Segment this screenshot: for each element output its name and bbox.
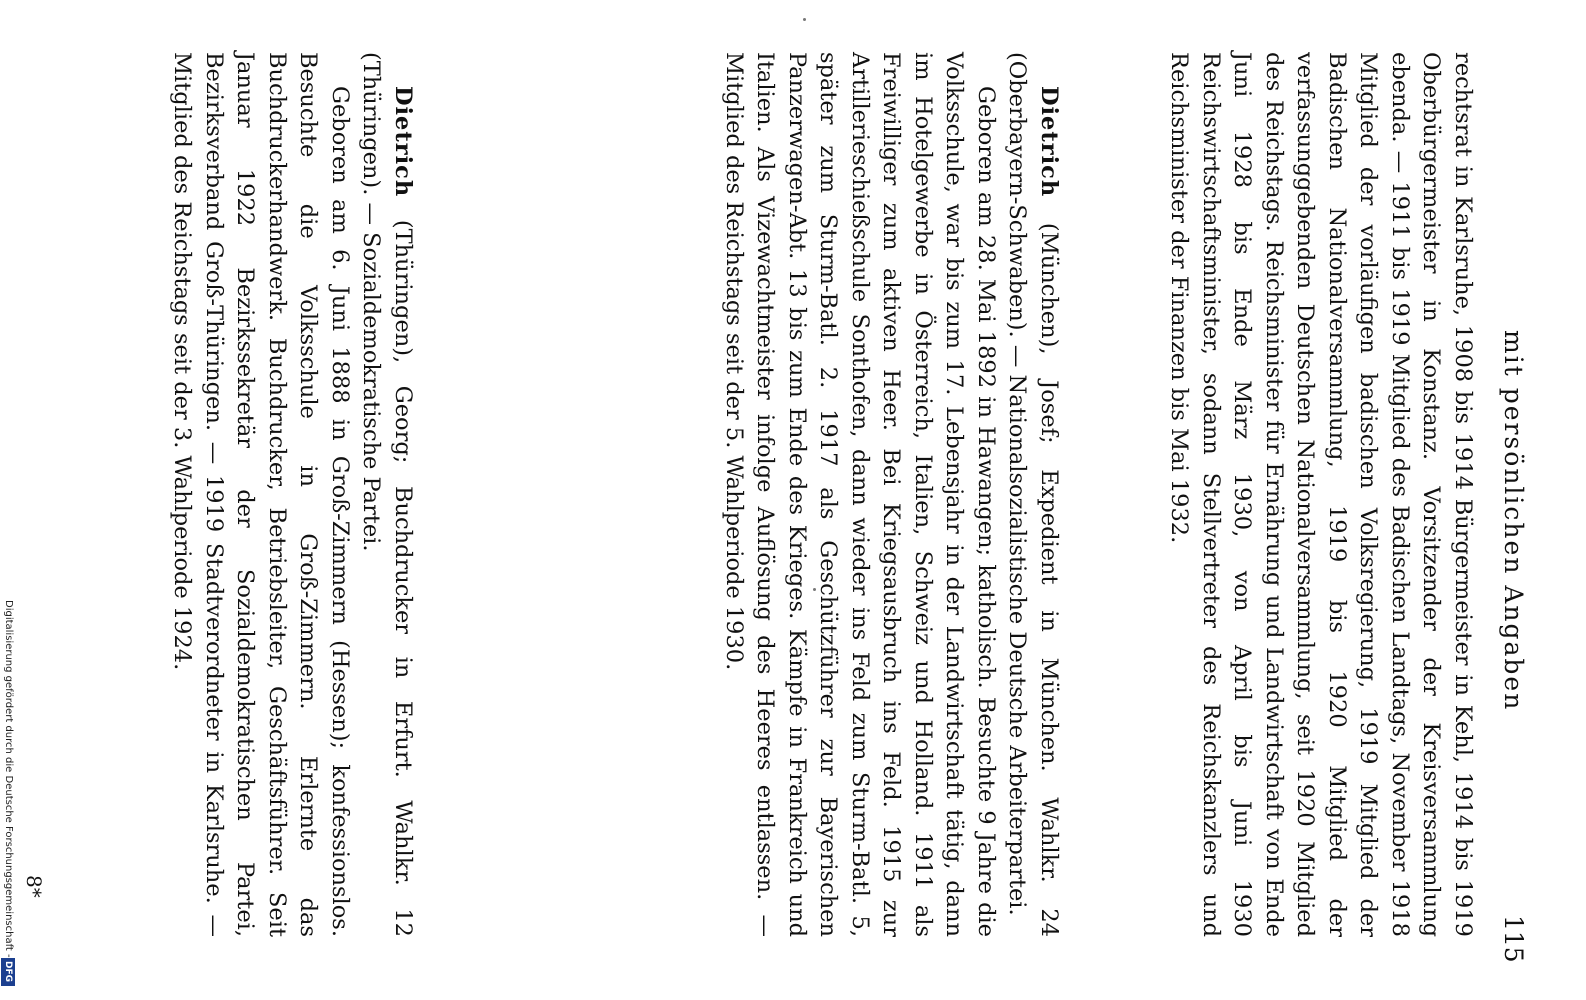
entry-heading-details: (Thüringen), Georg; Buchdrucker in Erfurt. Wahlkr. 12 (Thüringen). — Sozialdemokratische Partei. <box>358 52 416 937</box>
entry-heading <box>1001 52 1064 937</box>
entry-body: Geboren am 6. Juni 1888 in Groß-Zimmern (Hessen); konfessionslos. Besuchte die Volksschule in Groß-Zimmern. Erlernte das Buchdruckerhandwerk. Buchdrucker, Betriebsleiter, Geschäftsführer. Seit Januar 1922 Bezirkssekretär der Sozialdemokratischen Partei, Bezirksverband Groß-Thüringen. — 1919 Stadtverordneter in Karlsruhe. — Mitglied des Reichstags seit der 3. Wahlperiode 1924. <box>169 52 353 937</box>
dfg-logo-label: DFG <box>3 961 13 983</box>
entry-name: Dietrich <box>390 86 416 198</box>
entry-body: Geboren am 28. Mai 1892 in Hawangen; katholisch. Besuchte 9 Jahre die Volksschule, war bis zum 17. Lebensjahr in der Landwirtschaft tätig, dann im Hotelgewerbe in Österreich, Italien, Schweiz und Holland. 1911 als Freiwilliger zum aktiven Heer. Bei Kriegsausbruch ins Feld. 1915 zur Artillerieschießschule Sonthofen, dann wieder ins Feld zum Sturm-Batl. 5, später zum Sturm-Batl. 2. 1917 als Geschützführer zur Bayerischen Panzerwagen-Abt. 13 bis zum Ende des Krieges. Kämpfe in Frankreich und Italien. Als Vizewachtmeister infolge Auflösung des Heeres entlassen. — Mitglied des Reichstags seit der 5. Wahlperiode 1930. <box>721 52 999 937</box>
signature-mark: 8* <box>22 875 46 898</box>
scan-speck <box>803 18 806 21</box>
scan-speck <box>813 588 816 591</box>
credit-text: Digitalisierung gefördert durch die Deutsche Forschungsgemeinschaft - <box>3 600 14 958</box>
continuation-paragraph <box>1163 52 1478 937</box>
page-number: 115 <box>1499 915 1528 963</box>
running-title: mit persönlichen Angaben <box>1499 330 1528 712</box>
entry-georg-dietrich <box>166 52 418 937</box>
entry-heading <box>355 52 418 937</box>
entry-josef-dietrich <box>718 52 1065 937</box>
entry-name: Dietrich <box>1036 86 1062 198</box>
continuation-text: rechtsrat in Karlsruhe, 1908 bis 1914 Bürgermeister in Kehl, 1914 bis 1919 Oberbürgermeister in Konstanz. Vorsitzender der Kreisversammlung ebenda. — 1911 bis 1919 Mitglied des Badischen Landtags, November 1918 Mitglied der vorläufigen badischen Volksregierung, 1919 Mitglied der Badischen Nationalversammlung, 1919 bis 1920 Mitglied der verfassunggebenden Deutschen Nationalversammlung, seit 1920 Mitglied des Reichstags. Reichsminister für Ernährung und Landwirtschaft von Ende Juni 1928 bis Ende März 1930, von April bis Juni 1930 Reichswirtschaftsminister, sodann Stellvertreter des Reichskanzlers und Reichsminister der Finanzen bis Mai 1932. <box>1166 52 1476 937</box>
entry-heading-details: (München), Josef; Expedient in München. Wahlkr. 24 (Oberbayern-Schwaben). — Nationalsozialistische Deutsche Arbeiterpartei. <box>1004 52 1062 937</box>
digitization-credit <box>0 600 16 985</box>
dfg-logo-icon <box>1 958 15 986</box>
running-head <box>1488 0 1528 1000</box>
